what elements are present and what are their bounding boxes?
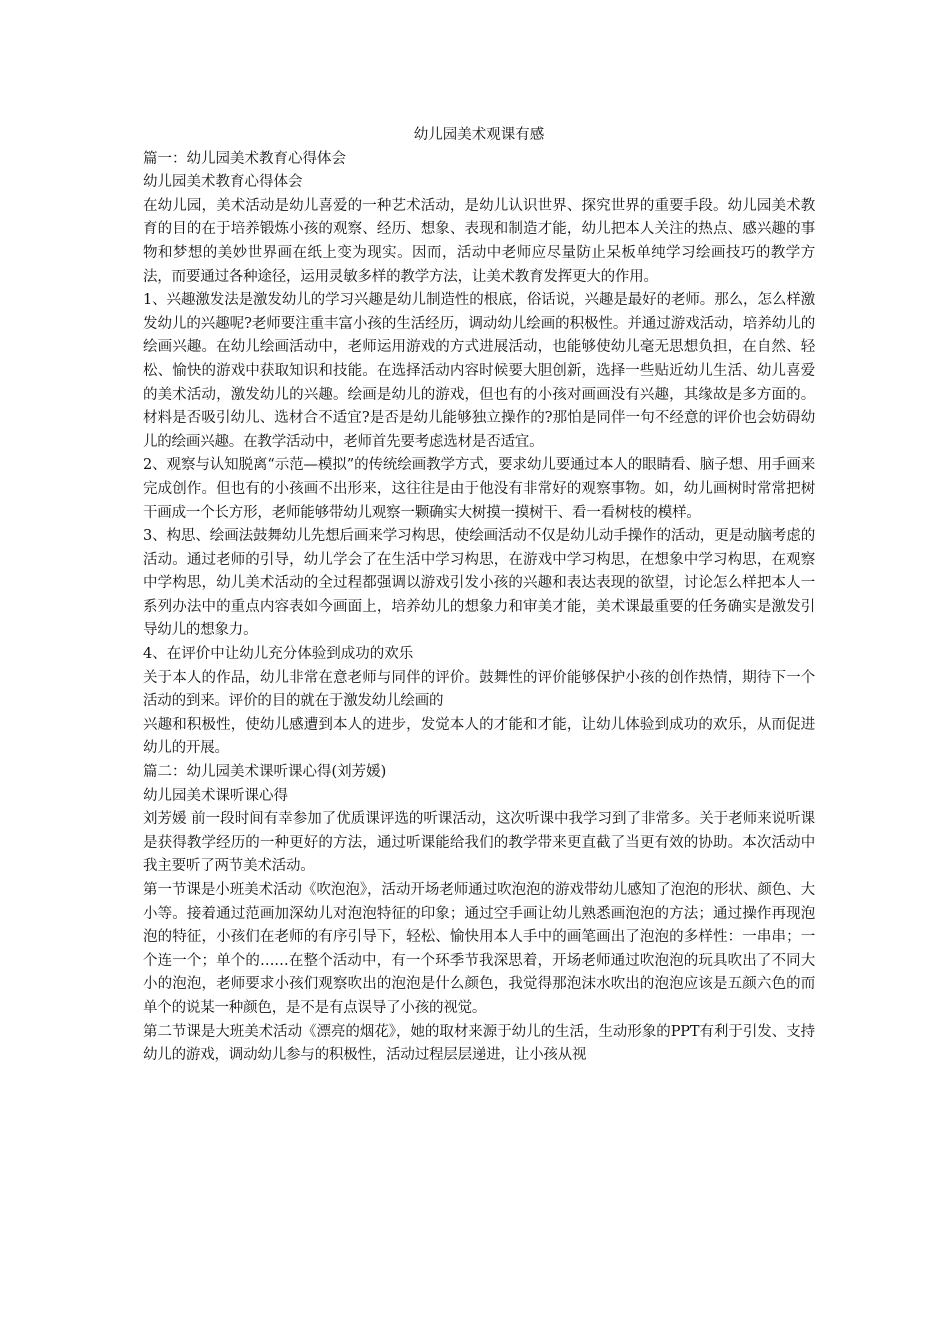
subheading-2: 幼儿园美术课听课心得 xyxy=(143,787,288,804)
paragraph: 3、构思、绘画法鼓舞幼儿先想后画来学习构思，使绘画活动不仅是幼儿动手操作的活动，更是动脑考虑的活动。通过老师的引导，幼儿学会了在生活中学习构思，在游戏中学习构思，在想象中学习构思，在观察中学构思，幼儿美术活动的全过程都强调以游戏引发小孩的兴趣和表达表现的欲望，讨论怎么样把本人一系列办法中的重点内容表如今画面上，培养幼儿的想象力和审美才能，美术课最重要的任务确实是激发引导幼儿的想象力。 xyxy=(143,528,815,639)
paragraph: 兴趣和积极性，使幼儿感遭到本人的进步，发觉本人的才能和才能，让幼儿体验到成功的欢乐，从而促进幼儿的开展。 xyxy=(143,716,815,757)
subheading-1: 幼儿园美术教育心得体会 xyxy=(143,174,303,191)
document-page xyxy=(143,124,815,1068)
document-title: 幼儿园美术观课有感 xyxy=(413,127,545,143)
section-heading-1: 篇一：幼儿园美术教育心得体会 xyxy=(143,150,346,167)
paragraph: 第一节课是小班美术活动《吹泡泡》，活动开场老师通过吹泡泡的游戏带幼儿感知了泡泡的形状、颜色、大小等。接着通过范画加深幼儿对泡泡特征的印象；通过空手画让幼儿熟悉画泡泡的方法；通过操作再现泡泡的特征，小孩们在老师的有序引导下，轻松、愉快用本人手中的画笔画出了泡泡的多样性：一串串；一个连一个；单个的……在整个活动中，有一个环季节我深思着，开场老师通过吹泡泡的玩具吹出了不同大小的泡泡，老师要求小孩们观察吹出的泡泡是什么颜色，我觉得那泡沫水吹出的泡泡应该是五颜六色的而单个的说某一种颜色，是不是有点误导了小孩的视觉。 xyxy=(143,882,815,1016)
paragraph: 关于本人的作品，幼儿非常在意老师与同伴的评价。鼓舞性的评价能够保护小孩的创作热情，期待下一个活动的到来。评价的目的就在于激发幼儿绘画的 xyxy=(143,669,815,710)
paragraph: 第二节课是大班美术活动《漂亮的烟花》，她的取材来源于幼儿的生活，生动形象的PPT有利于引发、支持幼儿的游戏，调动幼儿参与的积极性，活动过程层层递进，让小孩从视 xyxy=(143,1023,815,1064)
paragraph: 2、观察与认知脱离“示范—模拟”的传统绘画教学方式，要求幼儿要通过本人的眼睛看、脑子想、用手画来完成创作。但也有的小孩画不出形来，这往往是由于他没有非常好的观察事物。如，幼儿画树时常常把树干画成一个长方形，老师能够带幼儿观察一颗确实大树摸一摸树干、看一看树枝的模样。 xyxy=(143,457,815,521)
paragraph: 在幼儿园，美术活动是幼儿喜爱的一种艺术活动，是幼儿认识世界、探究世界的重要手段。幼儿园美术教育的目的在于培养锻炼小孩的观察、经历、想象、表现和制造才能，幼儿把本人关注的热点、感兴趣的事物和梦想的美妙世界画在纸上变为现实。因而，活动中老师应尽量防止呆板单纯学习绘画技巧的教学方法，而要通过各种途径，运用灵敏多样的教学方法，让美术教育发挥更大的作用。 xyxy=(143,197,815,285)
paragraph: 4、在评价中让幼儿充分体验到成功的欢乐 xyxy=(143,646,414,663)
section-heading-2: 篇二：幼儿园美术课听课心得(刘芳媛) xyxy=(143,764,387,781)
paragraph: 刘芳媛 前一段时间有幸参加了优质课评选的听课活动，这次听课中我学习到了非常多。关于老师来说听课是获得教学经历的一种更好的方法，通过听课能给我们的教学带来更直截了当更有效的协助。本次活动中我主要听了两节美术活动。 xyxy=(143,811,815,875)
paragraph: 1、兴趣激发法是激发幼儿的学习兴趣是幼儿制造性的根底，俗话说，兴趣是最好的老师。那么，怎么样激发幼儿的兴趣呢?老师要注重丰富小孩的生活经历，调动幼儿绘画的积极性。并通过游戏活动，培养幼儿的绘画兴趣。在幼儿绘画活动中，老师运用游戏的方式进展活动，也能够使幼儿毫无思想负担，在自然、轻松、愉快的游戏中获取知识和技能。在选择活动内容时候要大胆创新，选择一些贴近幼儿生活、幼儿喜爱的美术活动，激发幼儿的兴趣。绘画是幼儿的游戏，但也有的小孩对画画没有兴趣，其缘故是多方面的。材料是否吸引幼儿、选材合不适宜?是否是幼儿能够独立操作的?那怕是同伴一句不经意的评价也会妨碍幼儿的绘画兴趣。在教学活动中，老师首先要考虑选材是否适宜。 xyxy=(143,292,815,450)
